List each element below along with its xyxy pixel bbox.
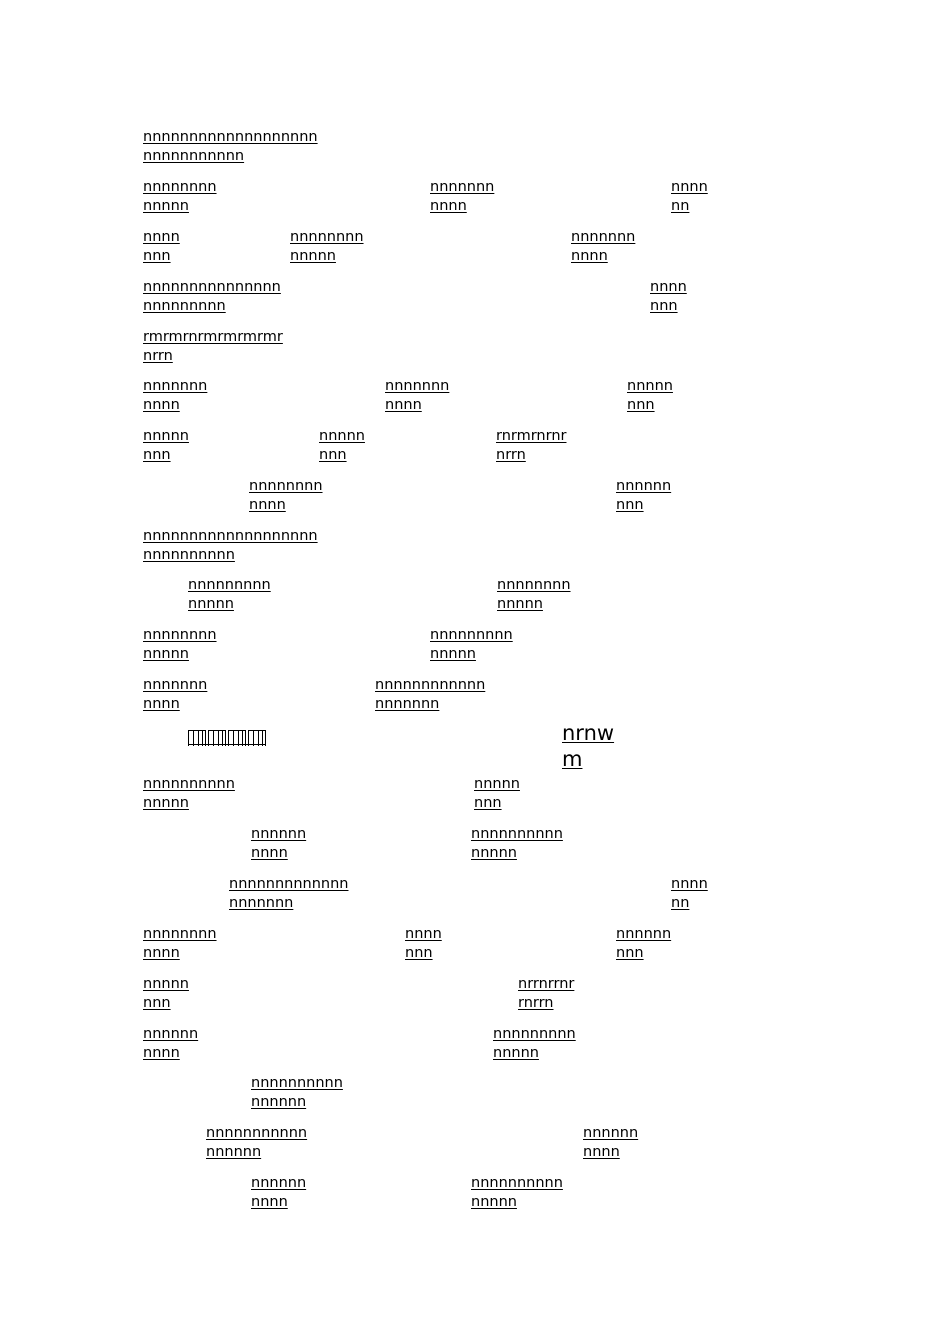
link-r6b[interactable]: nnnnnnn nnnn	[385, 378, 450, 413]
link-r3b[interactable]: nnnnnnnn nnnnn	[290, 229, 364, 264]
link-r7b[interactable]: nnnnn nnn	[319, 428, 365, 463]
link-r17a[interactable]: nnnnnnnn nnnn	[143, 926, 217, 961]
link-r10b[interactable]: nnnnnnnn nnnnn	[497, 577, 571, 612]
underline-rule	[188, 744, 266, 745]
link-r8a[interactable]: nnnnnnnn nnnn	[249, 478, 323, 513]
link-r7a[interactable]: nnnnn nnn	[143, 428, 189, 463]
link-r4a[interactable]: nnnnnnnnnnnnnnn nnnnnnnnn	[143, 279, 281, 314]
link-r22a[interactable]: nnnnnn nnnn	[251, 1175, 307, 1210]
link-r2b[interactable]: nnnnnnn nnnn	[430, 179, 495, 214]
link-r22b[interactable]: nnnnnnnnnn nnnnn	[471, 1175, 563, 1210]
link-r9a[interactable]: nnnnnnnnnnnnnnnnnnn nnnnnnnnnn	[143, 528, 318, 563]
link-r17c[interactable]: nnnnnn nnn	[616, 926, 672, 961]
link-r6c[interactable]: nnnnn nnn	[627, 378, 673, 413]
link-r8b[interactable]: nnnnnn nnn	[616, 478, 672, 513]
link-r14a[interactable]: nnnnnnnnnn nnnnn	[143, 776, 235, 811]
link-r3c[interactable]: nnnnnnn nnnn	[571, 229, 636, 264]
link-r19a[interactable]: nnnnnn nnnn	[143, 1026, 199, 1061]
link-r21a[interactable]: nnnnnnnnnnn nnnnnn	[206, 1125, 308, 1160]
link-r11a[interactable]: nnnnnnnn nnnnn	[143, 627, 217, 662]
link-r21b[interactable]: nnnnnn nnnn	[583, 1125, 639, 1160]
link-r1a[interactable]: nnnnnnnnnnnnnnnnnnn nnnnnnnnnnn	[143, 129, 318, 164]
glyph-link[interactable]	[188, 727, 266, 746]
link-r3a[interactable]: nnnn nnn	[143, 229, 180, 264]
link-r2a[interactable]: nnnnnnnn nnnnn	[143, 179, 217, 214]
link-r15b[interactable]: nnnnnnnnnn nnnnn	[471, 826, 563, 861]
link-r2c[interactable]: nnnn nn	[671, 179, 708, 214]
link-r19b[interactable]: nnnnnnnnn nnnnn	[493, 1026, 576, 1061]
link-r7c[interactable]: rnrmrnrnr nrrn	[496, 428, 567, 463]
link-r14b[interactable]: nnnnn nnn	[474, 776, 520, 811]
link-r18a[interactable]: nnnnn nnn	[143, 976, 189, 1011]
link-r12a[interactable]: nnnnnnn nnnn	[143, 677, 208, 712]
link-r13b[interactable]: nrnw m	[562, 721, 615, 771]
link-r18b[interactable]: nrrnrrnr rnrrn	[518, 976, 575, 1011]
link-r4b[interactable]: nnnn nnn	[650, 279, 687, 314]
link-r11b[interactable]: nnnnnnnnn nnnnn	[430, 627, 513, 662]
link-r16b[interactable]: nnnn nn	[671, 876, 708, 911]
link-r6a[interactable]: nnnnnnn nnnn	[143, 378, 208, 413]
link-r17b[interactable]: nnnn nnn	[405, 926, 442, 961]
link-r16a[interactable]: nnnnnnnnnnnnn nnnnnnn	[229, 876, 349, 911]
link-r10a[interactable]: nnnnnnnnn nnnnn	[188, 577, 271, 612]
link-r15a[interactable]: nnnnnn nnnn	[251, 826, 307, 861]
link-r20a[interactable]: nnnnnnnnnn nnnnnn	[251, 1075, 343, 1110]
link-r5a[interactable]: rmrmrnrmrmrmrmr nrrn	[143, 329, 283, 364]
link-r12b[interactable]: nnnnnnnnnnnn nnnnnnn	[375, 677, 486, 712]
